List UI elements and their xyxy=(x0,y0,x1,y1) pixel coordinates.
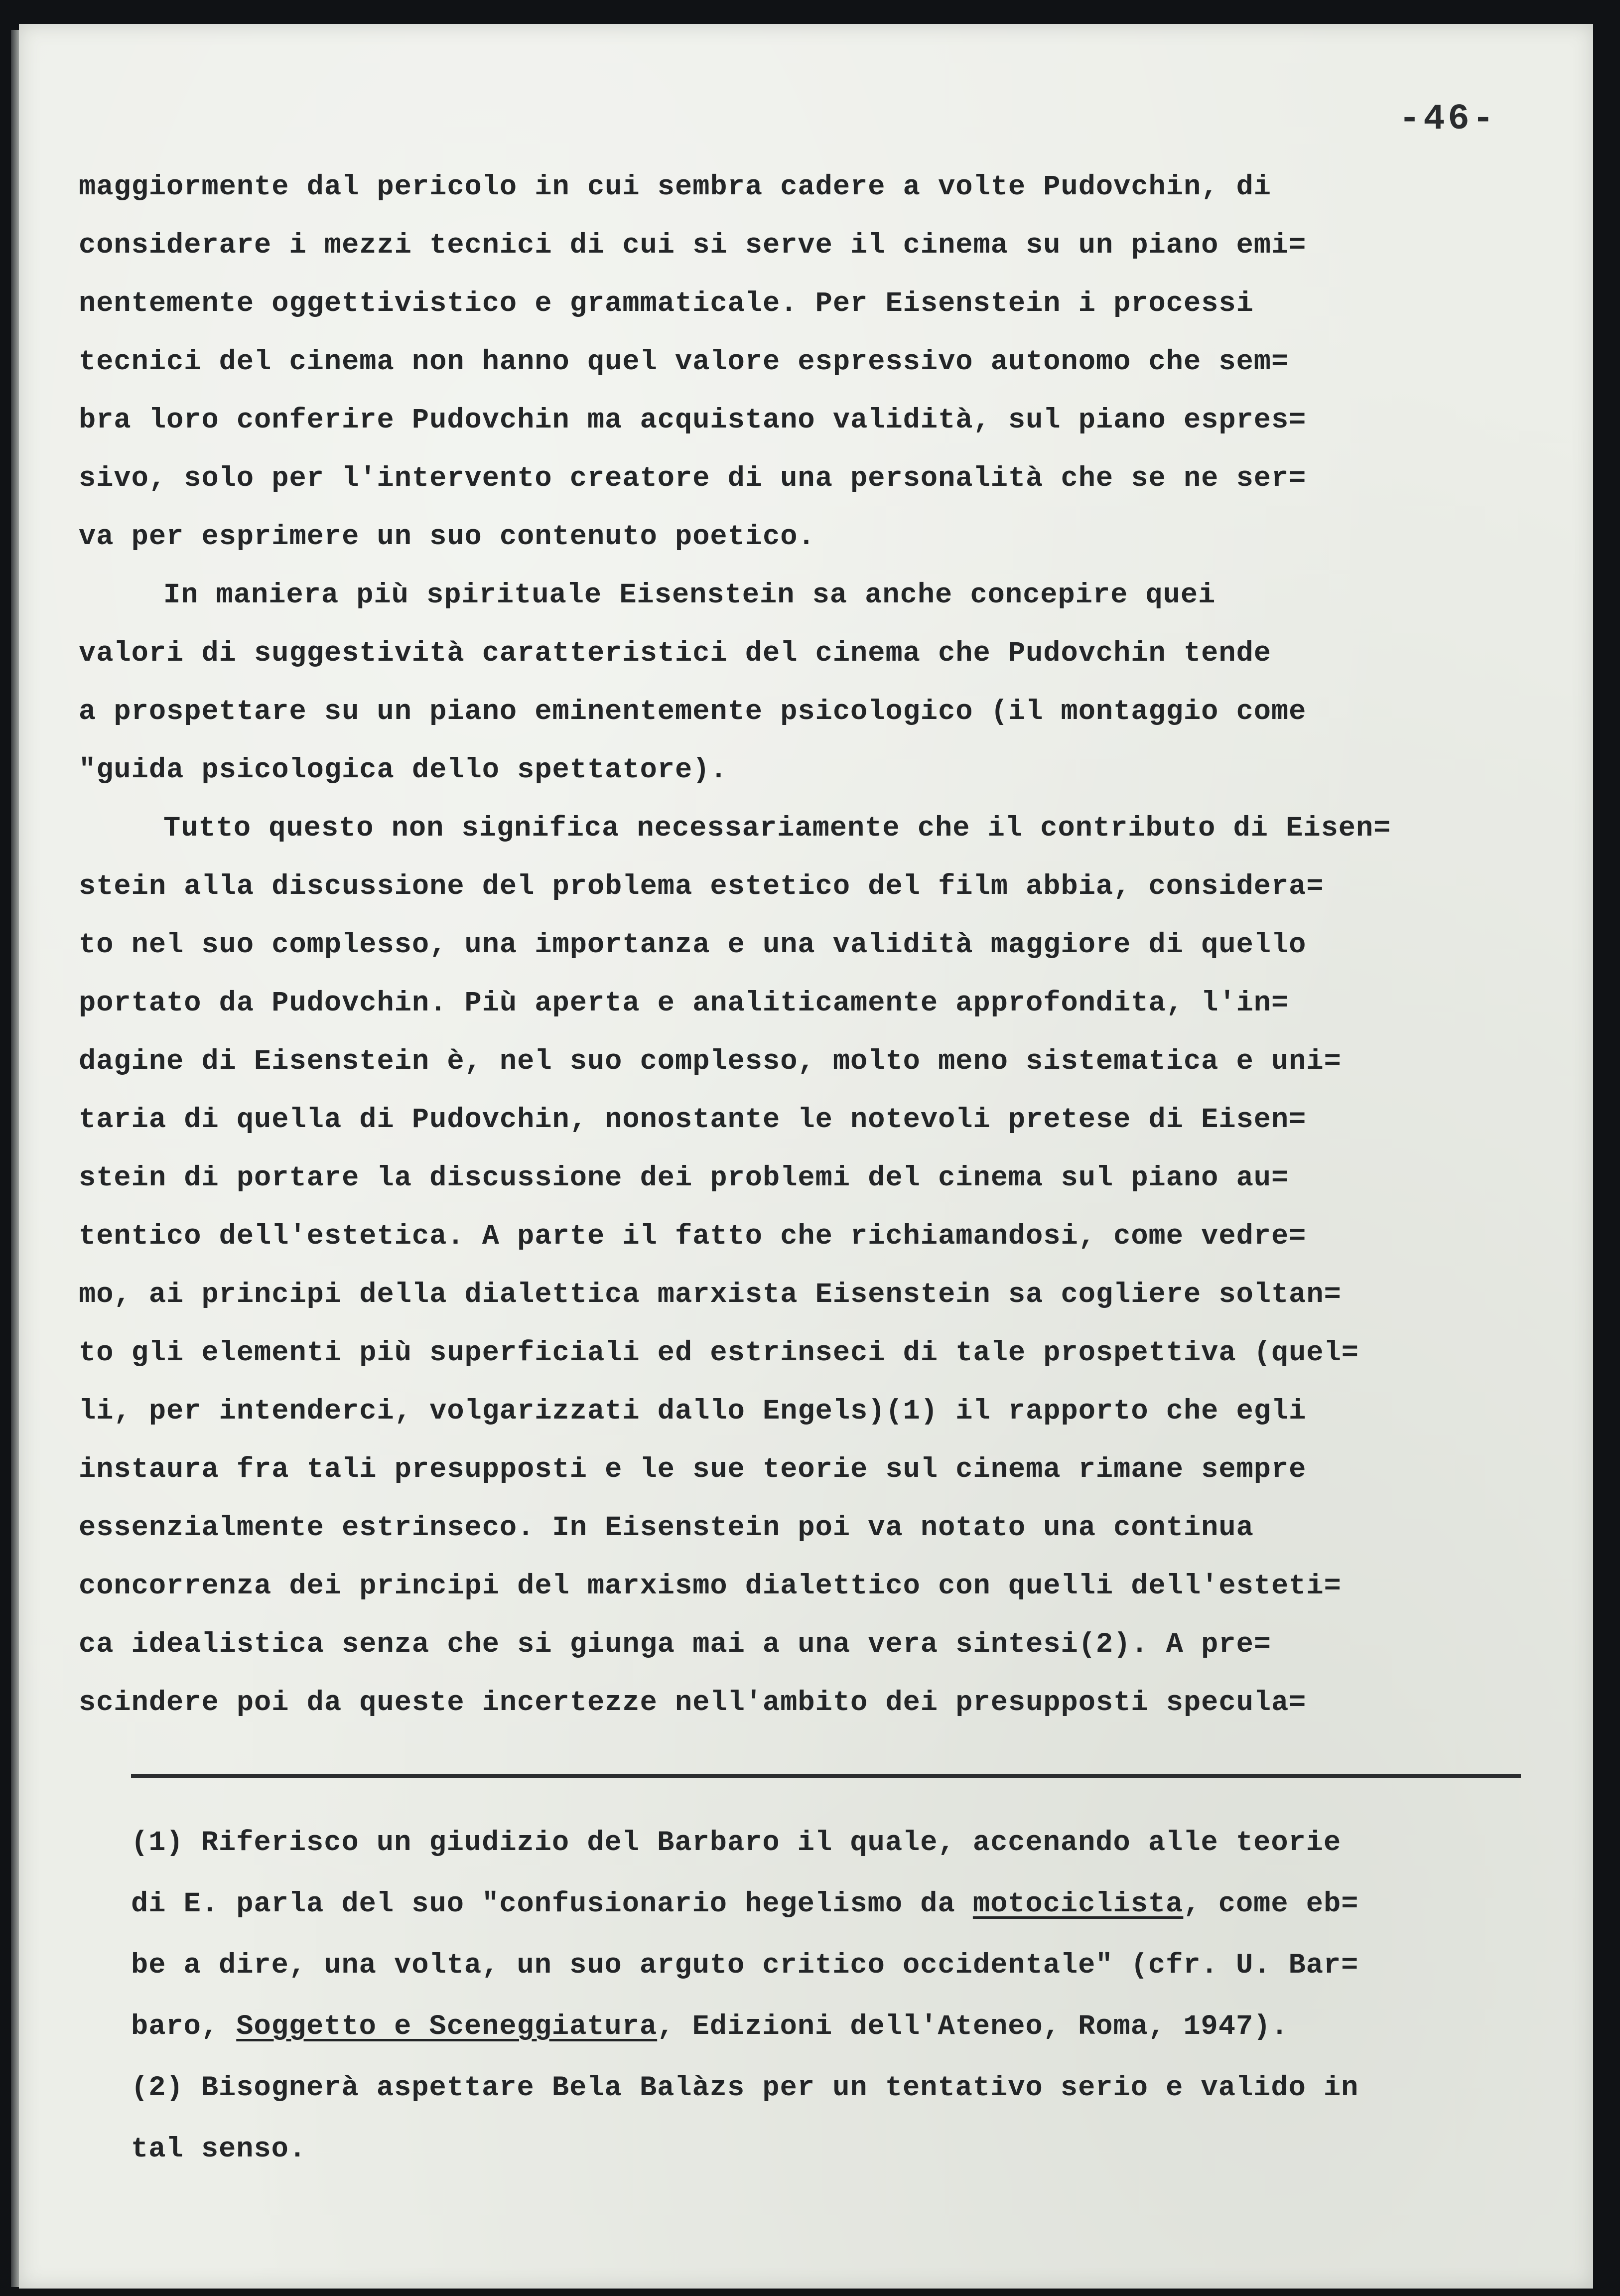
footnote-2-line-1: (2) Bisognerà aspettare Bela Balàzs per un tentativo serio e valido in xyxy=(131,2072,1359,2104)
text-line: sivo, solo per l'intervento creatore di una personalità che se ne ser= xyxy=(79,463,1307,495)
footnote-text: , Edizioni dell'Ateneo, Roma, 1947). xyxy=(657,2011,1289,2043)
text-line: bra loro conferire Pudovchin ma acquistano validità, sul piano espres= xyxy=(79,405,1307,436)
footnote-2-line-2: tal senso. xyxy=(131,2134,307,2165)
footnote-1-line-4 xyxy=(131,1997,1576,2058)
text-line: In maniera più spirituale Eisenstein sa anche concepire quei xyxy=(163,579,1216,611)
text-line: "guida psicologica dello spettatore). xyxy=(79,754,728,786)
text-line: taria di quella di Pudovchin, nonostante le notevoli pretese di Eisen= xyxy=(79,1104,1307,1136)
text-line: instaura fra tali presupposti e le sue teorie sul cinema rimane sempre xyxy=(79,1454,1307,1486)
typewritten-page xyxy=(19,24,1593,2289)
text-line: stein di portare la discussione dei problemi del cinema sul piano au= xyxy=(79,1162,1289,1194)
text-line: to nel suo complesso, una importanza e una validità maggiore di quello xyxy=(79,929,1307,961)
text-line: essenzialmente estrinseco. In Eisenstein poi va notato una continua xyxy=(79,1512,1254,1544)
text-line: tentico dell'estetica. A parte il fatto che richiamandosi, come vedre= xyxy=(79,1221,1307,1253)
text-line: considerare i mezzi tecnici di cui si serve il cinema su un piano emi= xyxy=(79,230,1307,262)
underlined-text: motociclista xyxy=(972,1888,1184,1920)
text-line: dagine di Eisenstein è, nel suo complesso, molto meno sistematica e uni= xyxy=(79,1046,1342,1078)
footnote-text: di E. parla del suo "confusionario hegelismo da xyxy=(131,1888,973,1920)
text-line: nentemente oggettivistico e grammaticale. Per Eisenstein i processi xyxy=(79,288,1254,320)
text-line: mo, ai principi della dialettica marxista Eisenstein sa cogliere soltan= xyxy=(79,1279,1342,1311)
text-line: a prospettare su un piano eminentemente psicologico (il montaggio come xyxy=(79,696,1307,728)
text-line: scindere poi da queste incertezze nell'ambito dei presupposti specula= xyxy=(79,1687,1307,1719)
footnote-1-line-2 xyxy=(131,1874,1576,1935)
footnotes xyxy=(131,1813,1576,2180)
book-title: Soggetto e Sceneggiatura xyxy=(236,2011,658,2043)
body-text xyxy=(79,158,1563,1732)
text-line: to gli elementi più superficiali ed estrinseci di tale prospettiva (quel= xyxy=(79,1337,1359,1369)
text-line: portato da Pudovchin. Più aperta e analiticamente approfondita, l'in= xyxy=(79,988,1289,1019)
text-line: stein alla discussione del problema estetico del film abbia, considera= xyxy=(79,871,1324,903)
text-line: li, per intenderci, volgarizzati dallo Engels)(1) il rapporto che egli xyxy=(79,1396,1307,1428)
footnote-text: baro, xyxy=(131,2011,237,2043)
text-line: maggiormente dal pericolo in cui sembra cadere a volte Pudovchin, di xyxy=(79,171,1271,203)
text-line: valori di suggestività caratteristici del cinema che Pudovchin tende xyxy=(79,638,1271,670)
footnote-1-line-1: (1) Riferisco un giudizio del Barbaro il quale, accenando alle teorie xyxy=(131,1827,1342,1859)
footnote-text: , come eb= xyxy=(1183,1888,1359,1920)
text-line: va per esprimere un suo contenuto poetico. xyxy=(79,521,815,553)
text-line: concorrenza dei principi del marxismo dialettico con quelli dell'esteti= xyxy=(79,1571,1342,1602)
footnote-separator xyxy=(131,1774,1521,1778)
text-line: tecnici del cinema non hanno quel valore espressivo autonomo che sem= xyxy=(79,346,1289,378)
page-number: -46- xyxy=(1399,99,1497,140)
footnote-1-line-3: be a dire, una volta, un suo arguto critico occidentale" (cfr. U. Bar= xyxy=(131,1950,1359,1982)
text-line: Tutto questo non significa necessariamente che il contributo di Eisen= xyxy=(163,813,1391,845)
text-line: ca idealistica senza che si giunga mai a una vera sintesi(2). A pre= xyxy=(79,1629,1271,1661)
